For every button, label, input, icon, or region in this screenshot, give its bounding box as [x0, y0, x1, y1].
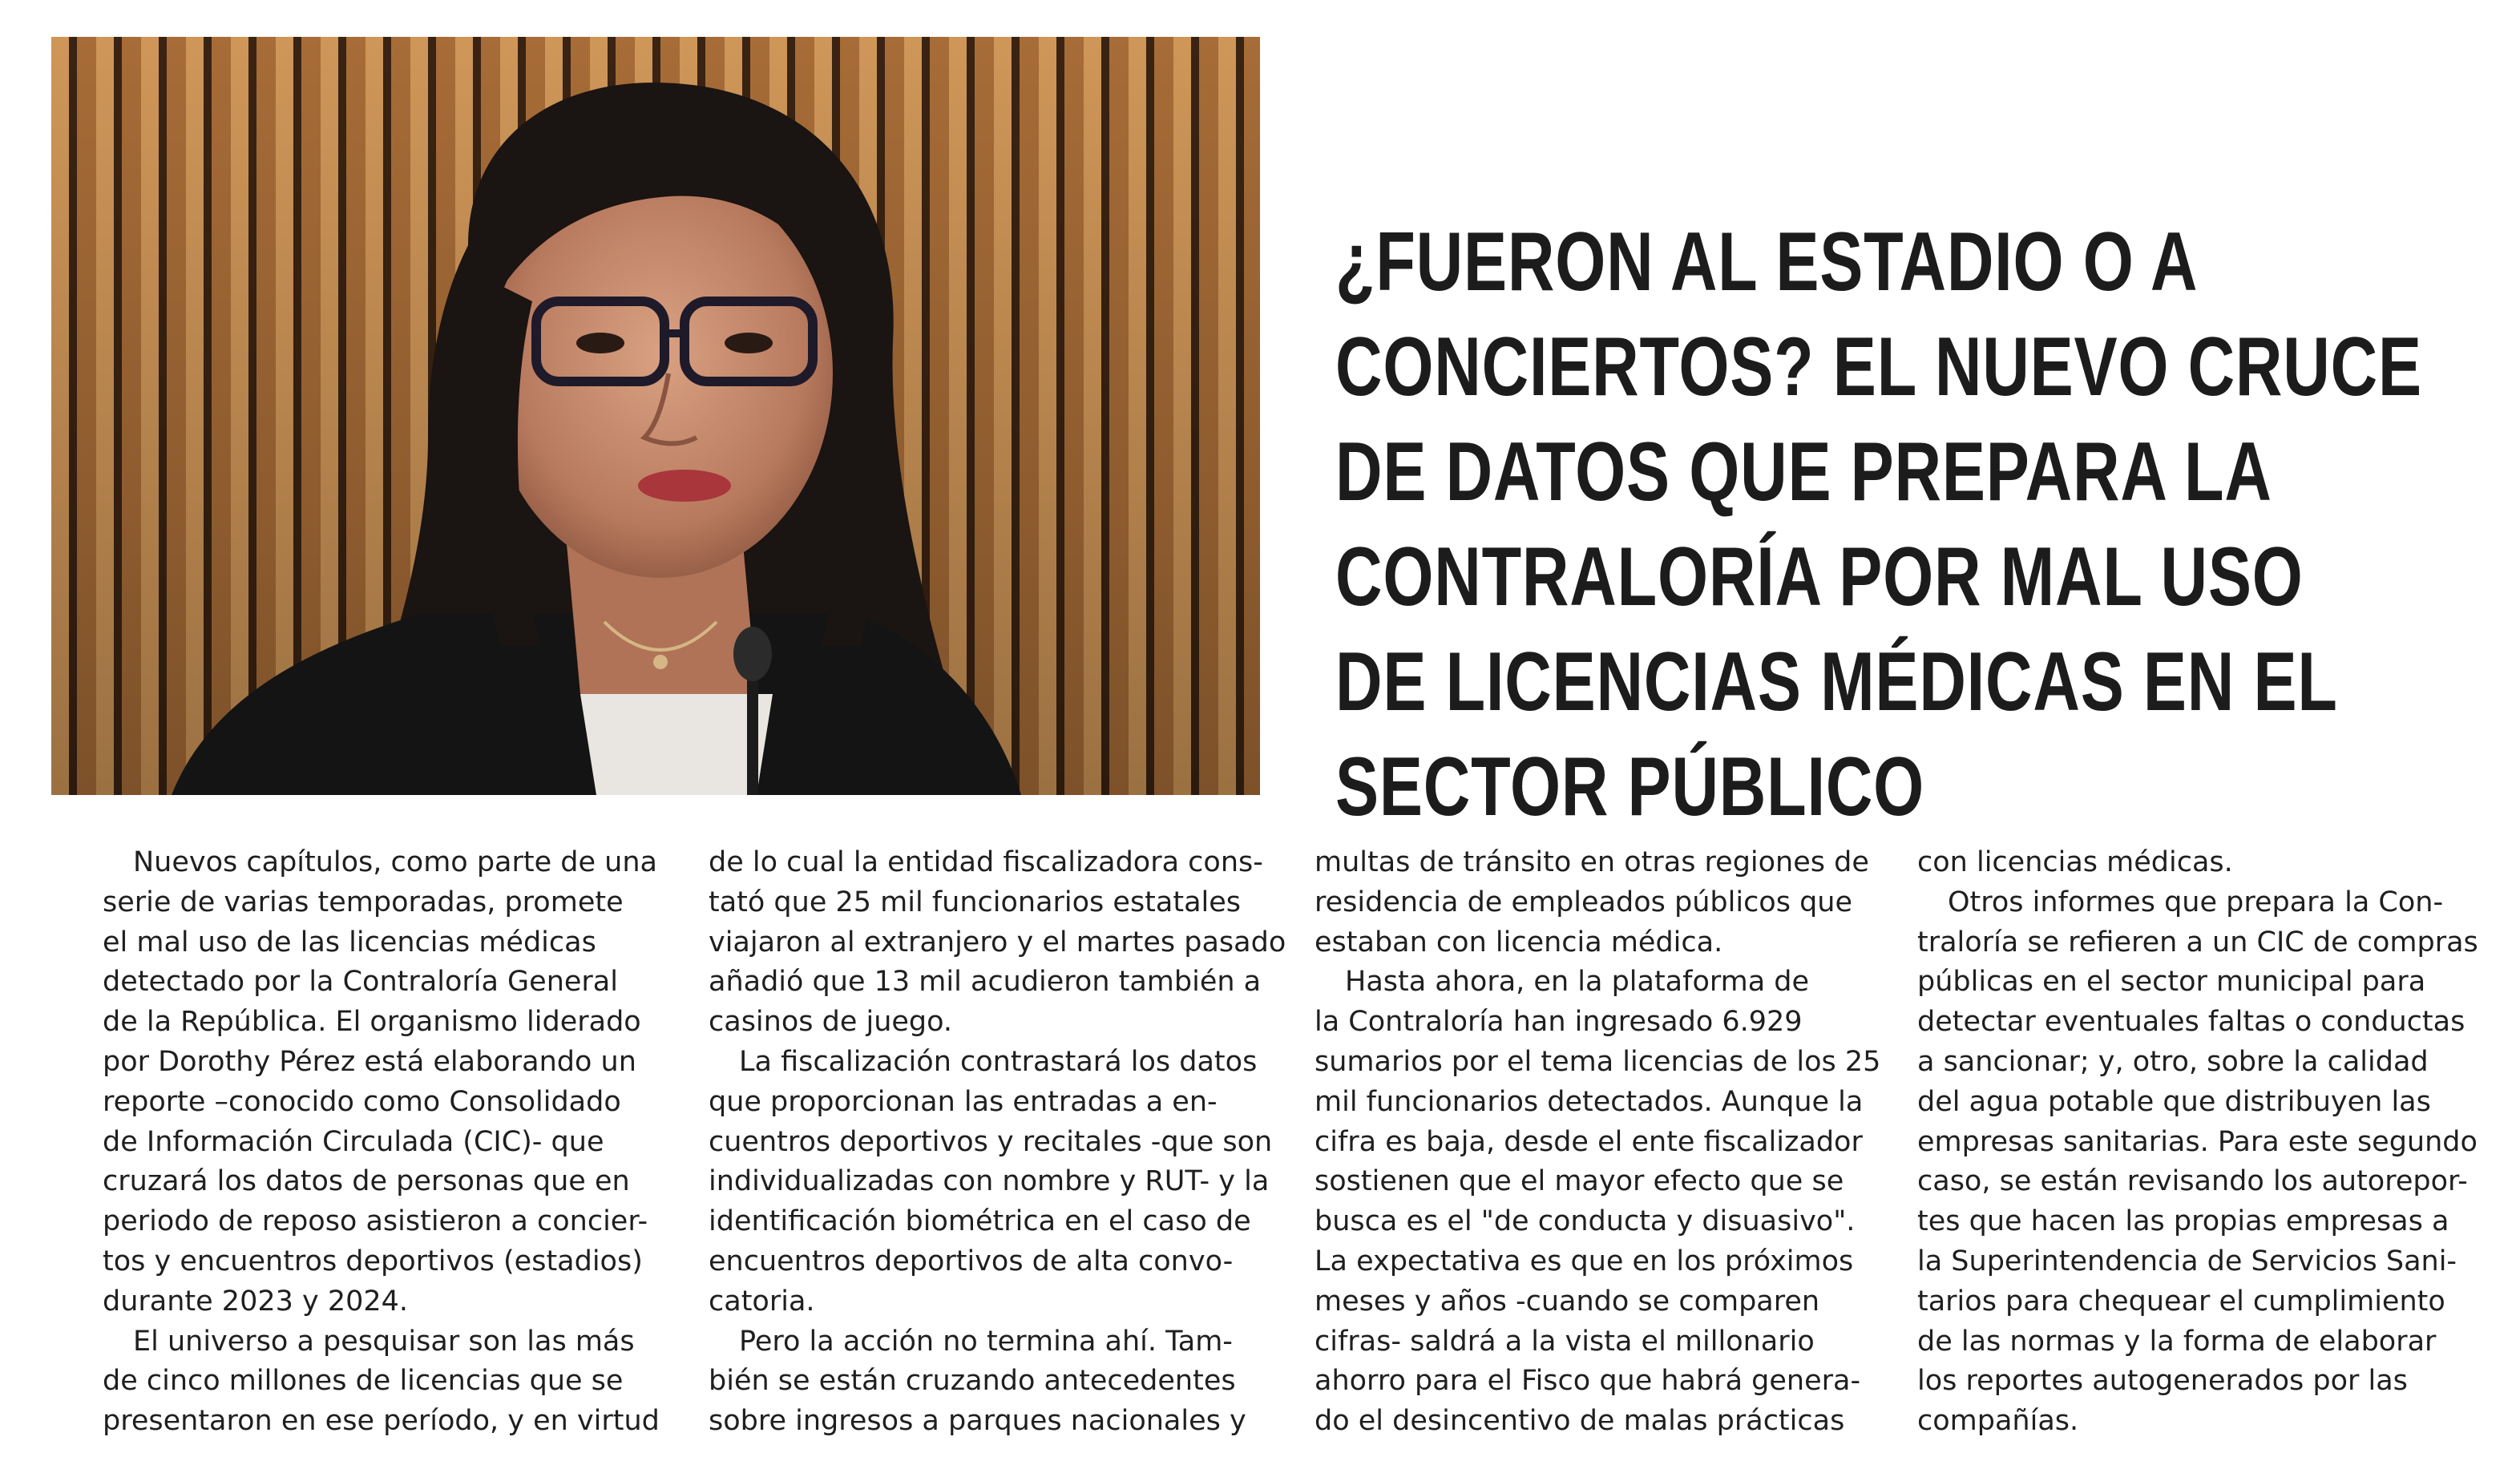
text-line: individualizadas con nombre y RUT- y la [709, 1165, 1270, 1198]
text-line: sostienen que el mayor efecto que se [1315, 1165, 1844, 1198]
text-line: multas de tránsito en otras regiones de [1315, 846, 1869, 878]
text-line: Otros informes que prepara la Con- [1948, 886, 2444, 918]
text-line: empresas sanitarias. Para este segundo [1917, 1125, 2478, 1158]
headline-line: SECTOR PÚBLICO [1335, 741, 1925, 833]
text-line: cruzará los datos de personas que en [103, 1165, 630, 1198]
text-line: residencia de empleados públicos que [1315, 886, 1853, 918]
text-line: meses y años -cuando se comparen [1315, 1285, 1820, 1318]
text-line: públicas en el sector municipal para [1917, 966, 2426, 999]
text-line: bién se están cruzando antecedentes [709, 1365, 1236, 1398]
text-line: los reportes autogenerados por las [1917, 1365, 2408, 1398]
text-line: Pero la acción no termina ahí. Tam- [739, 1325, 1233, 1358]
text-line: tos y encuentros deportivos (estadios) [103, 1245, 643, 1277]
text-line: tes que hacen las propias empresas a [1917, 1205, 2449, 1238]
text-line: El universo a pesquisar son las más [133, 1325, 635, 1358]
text-line: el mal uso de las licencias médicas [103, 926, 596, 958]
text-line: reporte –conocido como Consolidado [103, 1085, 621, 1118]
text-line: con licencias médicas. [1917, 846, 2233, 878]
text-line: por Dorothy Pérez está elaborando un [103, 1045, 636, 1078]
text-line: periodo de reposo asistieron a concier- [103, 1205, 648, 1238]
body-column-2 [709, 843, 1286, 1442]
text-line: la Contraloría han ingresado 6.929 [1315, 1006, 1803, 1039]
text-line: añadió que 13 mil acudieron también a [709, 966, 1262, 999]
text-line: cifras- saldrá a la vista el millonario [1315, 1325, 1815, 1358]
text-line: compañías. [1917, 1405, 2079, 1438]
text-line: encuentros deportivos de alta convo- [709, 1245, 1234, 1277]
text-line: ahorro para el Fisco que habrá genera- [1315, 1365, 1861, 1398]
text-line: de Información Circulada (CIC)- que [103, 1125, 604, 1158]
text-line: do el desincentivo de malas prácticas [1315, 1405, 1845, 1438]
text-line: a sancionar; y, otro, sobre la calidad [1917, 1045, 2429, 1078]
text-line: de la República. El organismo liderado [103, 1006, 641, 1039]
text-line: sobre ingresos a parques nacionales y [709, 1405, 1246, 1438]
text-line: tató que 25 mil funcionarios estatales [709, 886, 1242, 918]
text-line: La expectativa es que en los próximos [1315, 1245, 1854, 1277]
speaker-photo-illustration [51, 37, 1260, 795]
text-line: Hasta ahora, en la plataforma de [1345, 966, 1810, 999]
text-line: tarios para chequear el cumplimiento [1917, 1285, 2445, 1318]
text-line: de lo cual la entidad fiscalizadora cons- [709, 846, 1263, 878]
text-line: estaban con licencia médica. [1315, 926, 1723, 958]
text-line: presentaron en ese período, y en virtud [103, 1405, 660, 1438]
text-line: de cinco millones de licencias que se [103, 1365, 624, 1398]
text-line: sumarios por el tema licencias de los 25 [1315, 1045, 1881, 1078]
text-line: catoria. [709, 1285, 815, 1318]
text-line: detectar eventuales faltas o conductas [1917, 1006, 2465, 1039]
headline-line: CONCIERTOS? EL NUEVO CRUCE [1335, 321, 2422, 414]
body-column-4 [1917, 843, 2478, 1442]
text-line: busca es el "de conducta y disuasivo". [1315, 1205, 1856, 1238]
text-line: serie de varias temporadas, promete [103, 886, 624, 918]
article-photo [51, 37, 1260, 795]
text-line: que proporcionan las entradas a en- [709, 1085, 1218, 1118]
text-line: cifra es baja, desde el ente fiscalizador [1315, 1125, 1863, 1158]
text-line: de las normas y la forma de elaborar [1917, 1325, 2437, 1358]
text-line: durante 2023 y 2024. [103, 1285, 409, 1318]
headline-line: DE LICENCIAS MÉDICAS EN EL [1335, 636, 2338, 728]
text-line: La fiscalización contrastará los datos [739, 1045, 1258, 1078]
text-line: viajaron al extranjero y el martes pasado [709, 926, 1286, 958]
text-line: casinos de juego. [709, 1006, 953, 1039]
headline-line: ¿FUERON AL ESTADIO O A [1335, 216, 2199, 309]
body-column-1 [103, 843, 660, 1442]
text-line: traloría se refieren a un CIC de compras [1917, 926, 2478, 958]
text-line: la Superintendencia de Servicios Sani- [1917, 1245, 2457, 1277]
text-line: Nuevos capítulos, como parte de una [133, 846, 657, 878]
text-line: mil funcionarios detectados. Aunque la [1315, 1085, 1864, 1118]
text-line: identificación biométrica en el caso de [709, 1205, 1251, 1238]
body-column-3 [1315, 843, 1880, 1442]
headline [1335, 210, 2422, 840]
text-line: caso, se están revisando los autorepor- [1917, 1165, 2468, 1198]
text-line: cuentros deportivos y recitales -que son [709, 1125, 1273, 1158]
headline-line: CONTRALORÍA POR MAL USO [1335, 531, 2304, 624]
headline-line: DE DATOS QUE PREPARA LA [1335, 426, 2272, 519]
text-line: detectado por la Contraloría General [103, 966, 618, 999]
text-line: del agua potable que distribuyen las [1917, 1085, 2431, 1118]
